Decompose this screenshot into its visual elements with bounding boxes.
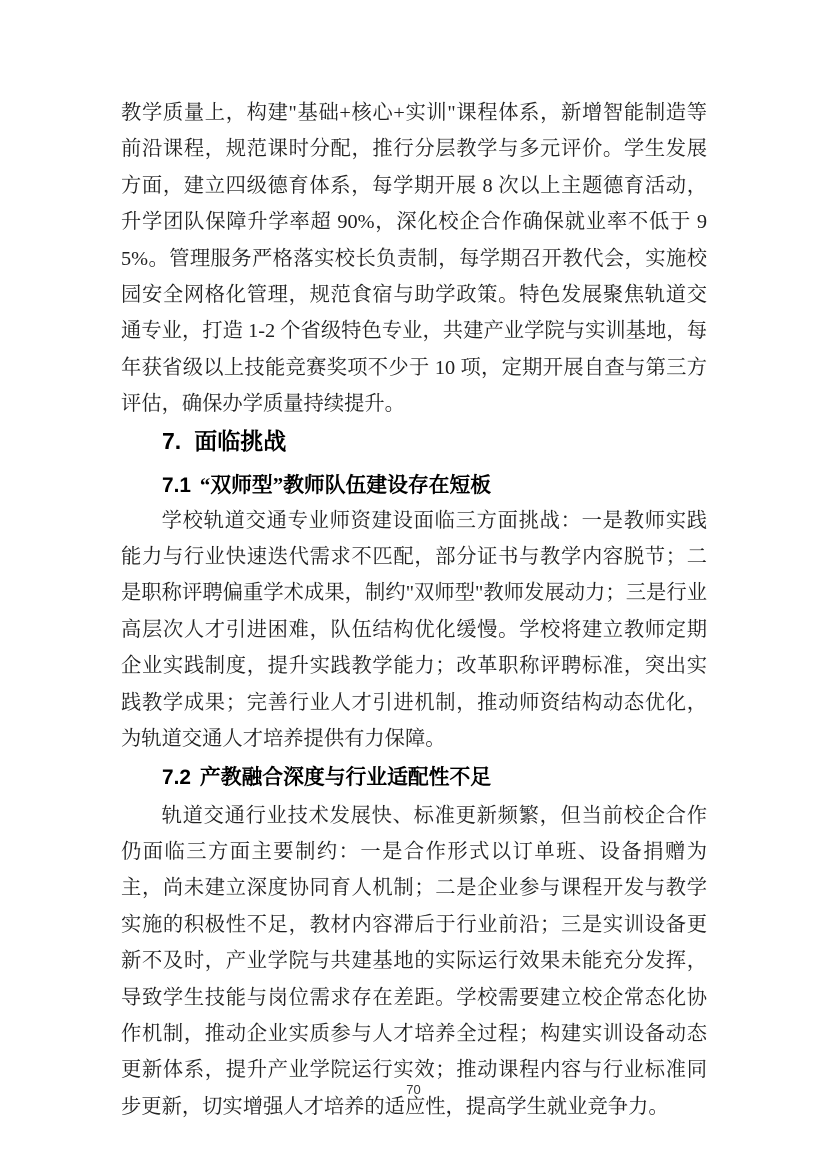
section-7-title: 面临挑战: [194, 427, 287, 454]
section-7-2-number: 7.2: [162, 765, 191, 789]
section-7-1-number: 7.1: [162, 473, 191, 497]
section-7-number: 7.: [162, 427, 182, 454]
section-7-1-title: “双师型”教师队伍建设存在短板: [199, 473, 492, 497]
section-7-heading: [121, 426, 707, 457]
section-7-2-paragraph: 轨道交通行业技术发展快、标准更新频繁，但当前校企合作仍面临三方面主要制约：一是合作形式以订单班、设备捐赠为主，尚未建立深度协同育人机制；二是企业参与课程开发与教学实施的积极性不足，教材内容滞后于行业前沿；三是实训设备更新不及时，产业学院与共建基地的实际运行效果未能充分发挥，导致学生技能与岗位需求存在差距。学校需要建立校企常态化协作机制，推动企业实质参与人才培养全过程；构建实训设备动态更新体系，提升产业学院运行实效；推动课程内容与行业标准同步更新，切实增强人才培养的适应性，提高学生就业竞争力。: [121, 804, 707, 1118]
section-7-1-heading: [121, 472, 707, 500]
page-number: 70: [406, 1082, 421, 1097]
section-7-2-heading: [121, 764, 707, 792]
intro-paragraph: 教学质量上，构建"基础+核心+实训"课程体系，新增智能制造等前沿课程，规范课时分配，推行分层教学与多元评价。学生发展方面，建立四级德育体系，每学期开展 8 次以上主题德育活动，升学团队保障升学率超 90%，深化校企合作确保就业率不低于 95%。管理服务严格落实校长负责制，每学期召开教代会，实施校园安全网格化管理，规范食宿与助学政策。特色发展聚焦轨道交通专业，打造 1-2 个省级特色专业，共建产业学院与实训基地，每年获省级以上技能竞赛奖项不少于 10 项，定期开展自查与第三方评估，确保办学质量持续提升。: [121, 102, 707, 416]
page-content: [121, 95, 707, 1125]
section-7-1-paragraph: 学校轨道交通专业师资建设面临三方面挑战：一是教师实践能力与行业快速迭代需求不匹配，部分证书与教学内容脱节；二是职称评聘偏重学术成果，制约"双师型"教师发展动力；三是行业高层次人才引进困难，队伍结构优化缓慢。学校将建立教师定期企业实践制度，提升实践教学能力；改革职称评聘标准，突出实践教学成果；完善行业人才引进机制，推动师资结构动态优化，为轨道交通人才培养提供有力保障。: [121, 509, 707, 751]
section-7-2-title: 产教融合深度与行业适配性不足: [199, 765, 492, 789]
